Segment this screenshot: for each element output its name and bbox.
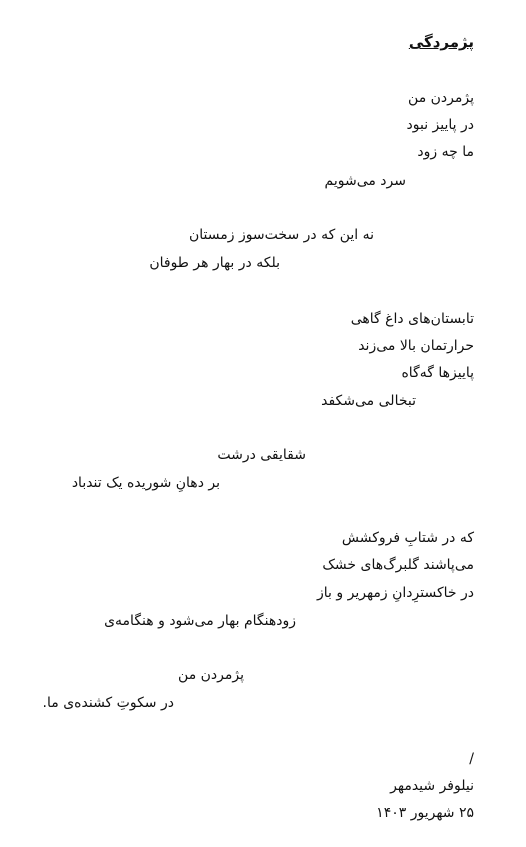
poem-line: می‌پاشند گلبرگ‌های خشک <box>322 557 474 573</box>
poem-line: در پاییز نبود <box>406 117 474 133</box>
signature-slash: / <box>469 751 474 767</box>
author-name: نیلوفر شیدمهر <box>390 778 474 794</box>
poem-line: بر دهانِ شوریده یک تندباد <box>71 475 220 491</box>
poem-line: تبخالی می‌شکفد <box>321 393 416 409</box>
poem-line: زودهنگام بهار می‌شود و هنگامه‌ی <box>104 613 296 629</box>
poem-line: پاییزها گه‌گاه <box>401 365 474 381</box>
poem-line: در سکوتِ کشنده‌ی ما. <box>42 695 174 711</box>
poem-line: بلکه در بهار هر طوفان <box>149 255 280 271</box>
poem-line: نه این که در سخت‌سوز زمستان <box>188 227 374 243</box>
poem-line: پژمردن من <box>178 667 244 683</box>
poem-line: سرد می‌شویم <box>324 173 406 189</box>
poem-line: در خاکسترِدانِ زمهریر و باز <box>317 585 474 601</box>
poem-line: ما چه زود <box>417 144 474 160</box>
poem-line: حرارتمان بالا می‌زند <box>358 338 474 354</box>
poem-line: که در شتابِ فروکشش <box>341 530 474 546</box>
poem-line: شقایقی درشت <box>217 447 306 463</box>
poem-line: پژمردن من <box>408 90 474 106</box>
poem-line: تابستان‌های داغ گاهی <box>350 311 474 327</box>
poem-title: پژمردگی <box>408 33 474 51</box>
poem-date: ۲۵ شهریور ۱۴۰۳ <box>376 805 474 821</box>
